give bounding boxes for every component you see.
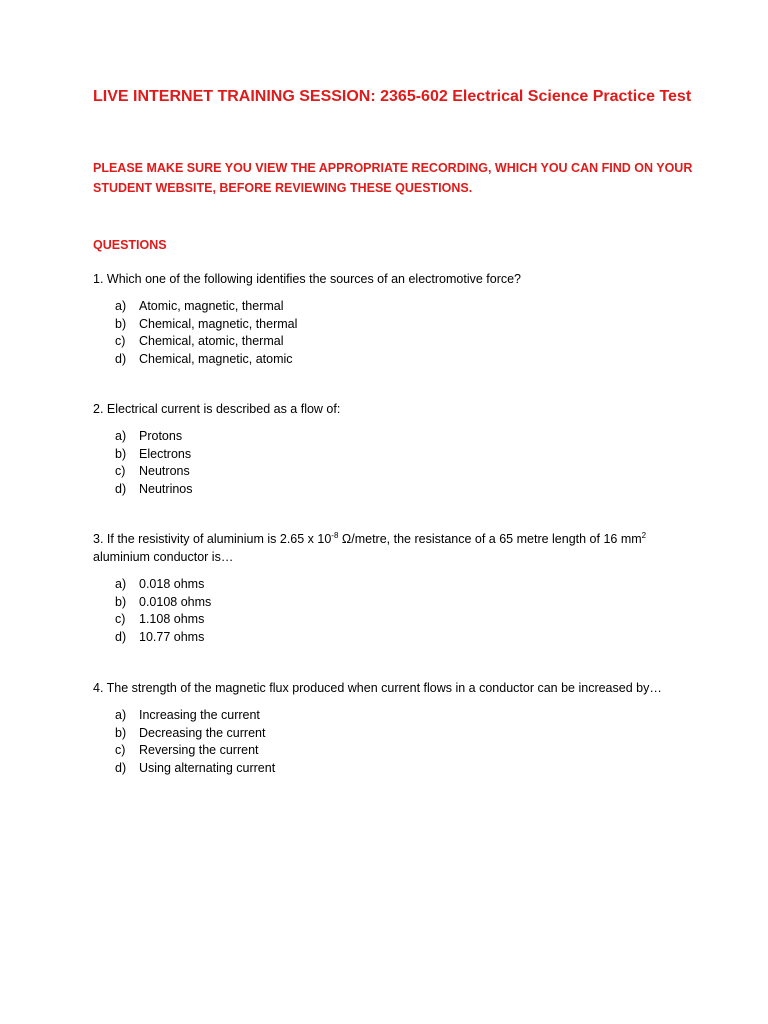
option-letter: a) (115, 708, 127, 722)
option-letter: b) (115, 594, 127, 609)
option-letter: d) (115, 761, 127, 776)
option-item (115, 481, 673, 499)
question-text: 2. Electrical current is described as a flow of: (93, 402, 341, 416)
question-text-part: Ω/metre, the resistance of a 65 metre length of 16 mm (338, 532, 642, 546)
option-letter: b) (115, 446, 127, 461)
superscript: 2 (641, 530, 647, 540)
option-list (93, 428, 673, 499)
option-letter: c) (115, 612, 126, 627)
option-item (115, 446, 673, 464)
option-item (115, 316, 673, 334)
question-text (93, 530, 673, 566)
option-text: Using alternating current (139, 761, 276, 776)
option-item (115, 333, 673, 351)
questions-heading: QUESTIONS (93, 238, 167, 252)
option-list (93, 298, 673, 369)
option-text: Increasing the current (139, 708, 260, 722)
notice-line-1: PLEASE MAKE SURE YOU VIEW THE APPROPRIATE RECORDING, WHICH YOU CAN FIND ON YOUR (93, 161, 693, 175)
option-item (115, 629, 673, 647)
option-item (115, 707, 673, 725)
option-list (93, 707, 673, 778)
option-item (115, 428, 673, 446)
question-2 (93, 400, 673, 499)
option-text: Chemical, magnetic, thermal (139, 316, 298, 331)
option-text: Chemical, magnetic, atomic (139, 352, 293, 367)
superscript: -8 (331, 530, 339, 540)
option-letter: c) (115, 743, 126, 758)
option-item (115, 611, 673, 629)
option-item (115, 351, 673, 369)
option-text: Electrons (139, 446, 192, 461)
option-text: 1.108 ohms (139, 612, 205, 627)
option-item (115, 742, 673, 760)
option-letter: a) (115, 299, 127, 313)
option-item (115, 463, 673, 481)
notice-line-2: STUDENT WEBSITE, BEFORE REVIEWING THESE QUESTIONS. (93, 181, 473, 195)
option-letter: d) (115, 482, 127, 497)
question-text-part: aluminium conductor is… (93, 550, 234, 564)
option-text: 0.018 ohms (139, 577, 205, 591)
option-item (115, 725, 673, 743)
option-list (93, 576, 673, 647)
option-letter: d) (115, 630, 127, 645)
notice-text (93, 158, 693, 198)
question-1 (93, 270, 673, 369)
option-letter: b) (115, 316, 127, 331)
question-text: 4. The strength of the magnetic flux produced when current flows in a conductor can be increased by… (93, 681, 662, 695)
option-text: Decreasing the current (139, 725, 266, 740)
option-letter: c) (115, 334, 126, 349)
option-text: 0.0108 ohms (139, 594, 212, 609)
option-text: Neutrinos (139, 482, 193, 497)
option-letter: d) (115, 352, 127, 367)
option-letter: c) (115, 464, 126, 479)
document-title: LIVE INTERNET TRAINING SESSION: 2365-602 Electrical Science Practice Test (93, 88, 692, 105)
option-item (115, 576, 673, 594)
option-text: Protons (139, 429, 183, 443)
option-text: Reversing the current (139, 743, 259, 758)
option-text: Atomic, magnetic, thermal (139, 299, 284, 313)
option-text: Neutrons (139, 464, 190, 479)
question-3 (93, 530, 673, 647)
option-item (115, 594, 673, 612)
option-item (115, 760, 673, 778)
option-letter: a) (115, 429, 127, 443)
question-4 (93, 679, 673, 778)
option-text: 10.77 ohms (139, 630, 205, 645)
option-letter: b) (115, 725, 127, 740)
question-text-part: 3. If the resistivity of aluminium is 2.65 x 10 (93, 532, 332, 546)
option-item (115, 298, 673, 316)
question-text: 1. Which one of the following identifies the sources of an electromotive force? (93, 272, 522, 286)
option-text: Chemical, atomic, thermal (139, 334, 284, 349)
option-letter: a) (115, 577, 127, 591)
